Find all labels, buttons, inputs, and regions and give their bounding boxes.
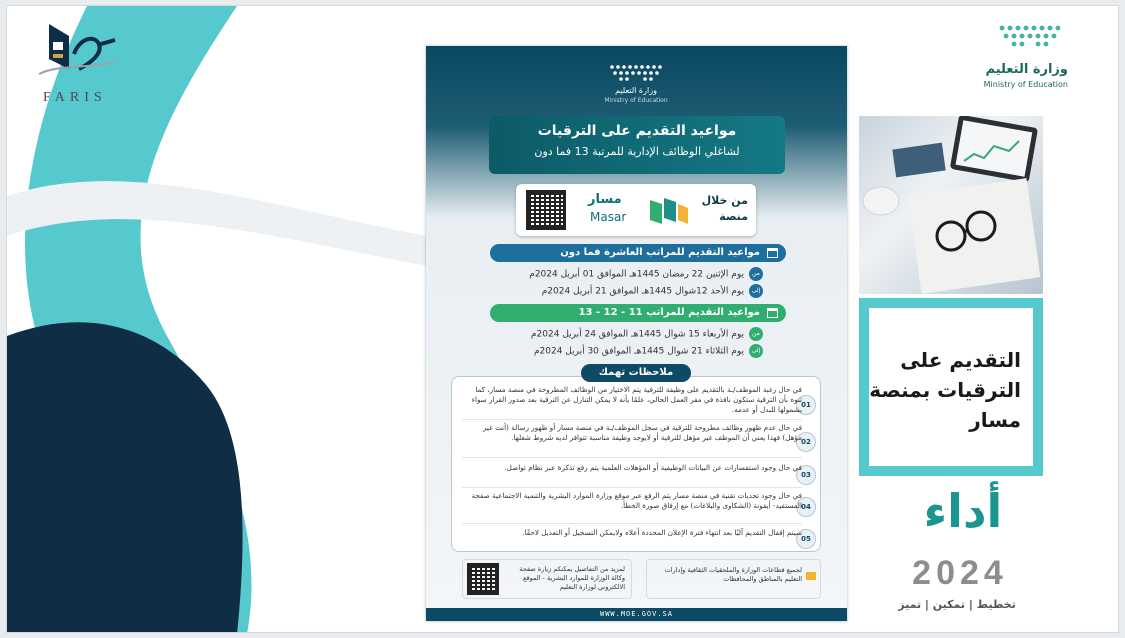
note-number: 05: [796, 529, 816, 549]
promotion-poster: [426, 46, 847, 621]
adaa-logo-title: أداء: [923, 484, 1003, 538]
side-title-inner: [869, 308, 1033, 466]
masar-name-en: Masar: [590, 210, 627, 224]
ministry-name-en: Ministry of Education: [983, 80, 1068, 89]
masar-banner: [516, 184, 756, 236]
ministry-logo-icon: [994, 20, 1068, 54]
section1-title: مواعيد التقديم للمراتب العاشرة فما دون: [560, 247, 760, 258]
note-number: 03: [796, 465, 816, 485]
note-text: في حال وجود تحديات تقنية في منصة مسار يتم الرفع عبر موقع وزارة الموارد البشرية والتنمية الاجتماعية صفحة المستفيد- أيقونة (الشكاوى والبلاغات) مع إرفاق صورة الخطأ.: [471, 491, 802, 510]
poster-ministry-ar: وزارة التعليم: [615, 86, 657, 95]
note-divider: [462, 487, 802, 488]
audience-footer: [646, 559, 821, 599]
website-url: WWW.MOE.GOV.SA: [426, 608, 847, 621]
side-title-box: [859, 298, 1043, 476]
section1-header: [490, 244, 786, 262]
notes-box: [451, 376, 821, 552]
note-divider: [462, 457, 802, 458]
qr-code-icon: [526, 190, 566, 230]
side-title: التقديم على الترقيات بمنصة مسار: [869, 348, 1021, 432]
poster-subtitle: لشاغلي الوظائف الإدارية للمرتبة 13 فما دون: [534, 145, 740, 158]
note-text: في حال عدم ظهور وظائف مطروحة للترقية في سجل الموظف/ـة في منصة مسار أو ظهور رسالة (أنت غير مؤهل) فهذا يعني أن الموظف غير مؤهل للترقية أو لايوجد وظيفة مناسبة تتوافر لديه شروط شغلها.: [482, 423, 802, 442]
from-chip: من: [749, 267, 763, 281]
note-divider: [462, 523, 802, 524]
poster-title: مواعيد التقديم على الترقيات: [537, 123, 737, 139]
section2-title: مواعيد التقديم للمراتب 11 - 12 - 13: [578, 307, 760, 318]
to-chip: إلى: [749, 284, 763, 298]
adaa-tagline: تخطيط | تمكين | تميز: [898, 598, 1016, 611]
note-number: 04: [796, 497, 816, 517]
audience-footer-text: لجميع قطاعات الوزارة والملحقيات الثقافية وإدارات التعليم بالمناطق والمحافظات: [664, 566, 802, 583]
adaa-year: 2024: [912, 554, 1008, 592]
note-divider: [462, 419, 802, 420]
desk-illustration: [859, 116, 1043, 294]
section1-from-text: يوم الإثنين 22 رمضان 1445هـ الموافق 01 أبريل 2024م: [529, 269, 744, 280]
section1-from: [501, 267, 763, 281]
envelope-icon: [806, 572, 816, 580]
note-text: في حال وجود استفسارات عن البيانات الوظيفية أو المؤهلات العلمية يتم رفع تذكرة عبر نظام تواصل.: [504, 463, 802, 472]
note-number: 01: [796, 395, 816, 415]
note-number: 02: [796, 432, 816, 452]
poster-ministry-logo-icon: [606, 62, 668, 84]
notes-title: ملاحظات تهمك: [581, 364, 691, 382]
poster-title-box: [489, 116, 785, 174]
note-text: سيتم إقفال التقديم آليًا بعد انتهاء فترة الإعلان المحددة أعلاه ولايمكن التسجيل أو التعديل لاحقًا.: [522, 528, 802, 537]
details-footer: [462, 559, 632, 599]
section2-from-text: يوم الأربعاء 15 شوال 1445هـ الموافق 24 أبريل 2024م: [530, 329, 744, 340]
to-chip: إلى: [749, 344, 763, 358]
faris-wordmark: FARIS: [43, 90, 107, 105]
note-text: في حال رغبة الموظف/ـة بالتقديم على وظيفة للترقية يتم الاختيار من الوظائف المطروحة في منصة مسار، كما تنوه بأن الترقية ستكون نافذة في مقر العمل الحالي، علمًا بأنه لا يمكن التنازل عن الترقية بعد صدور القرار سواء بشمولها للبدل أو عدمه.: [471, 385, 802, 414]
section1-to: [501, 284, 763, 298]
qr-code-icon: [467, 563, 499, 595]
section2-from: [501, 327, 763, 341]
via-platform-label: من خلال منصة: [701, 194, 748, 223]
calendar-icon: [767, 308, 778, 318]
section2-to-text: يوم الثلاثاء 21 شوال 1445هـ الموافق 30 أبريل 2024م: [533, 346, 744, 357]
section2-to: [501, 344, 763, 358]
desk-photo: [859, 116, 1043, 294]
slide: [6, 5, 1119, 633]
details-footer-text: لمزيد من التفاصيل يمكنكم زيارة صفحة وكالة الوزارة للموارد البشرية - الموقع الالكتروني لوزارة التعليم: [519, 565, 625, 591]
calendar-icon: [767, 248, 778, 258]
masar-logo-icon: [648, 194, 690, 226]
masar-name-ar: مسار: [588, 192, 622, 207]
from-chip: من: [749, 327, 763, 341]
poster-ministry-en: Ministry of Education: [604, 97, 668, 104]
section1-to-text: يوم الأحد 12شوال 1445هـ الموافق 21 أبريل 2024م: [541, 286, 744, 297]
section2-header: [490, 304, 786, 322]
ministry-name-ar: وزارة التعليم: [985, 62, 1068, 77]
